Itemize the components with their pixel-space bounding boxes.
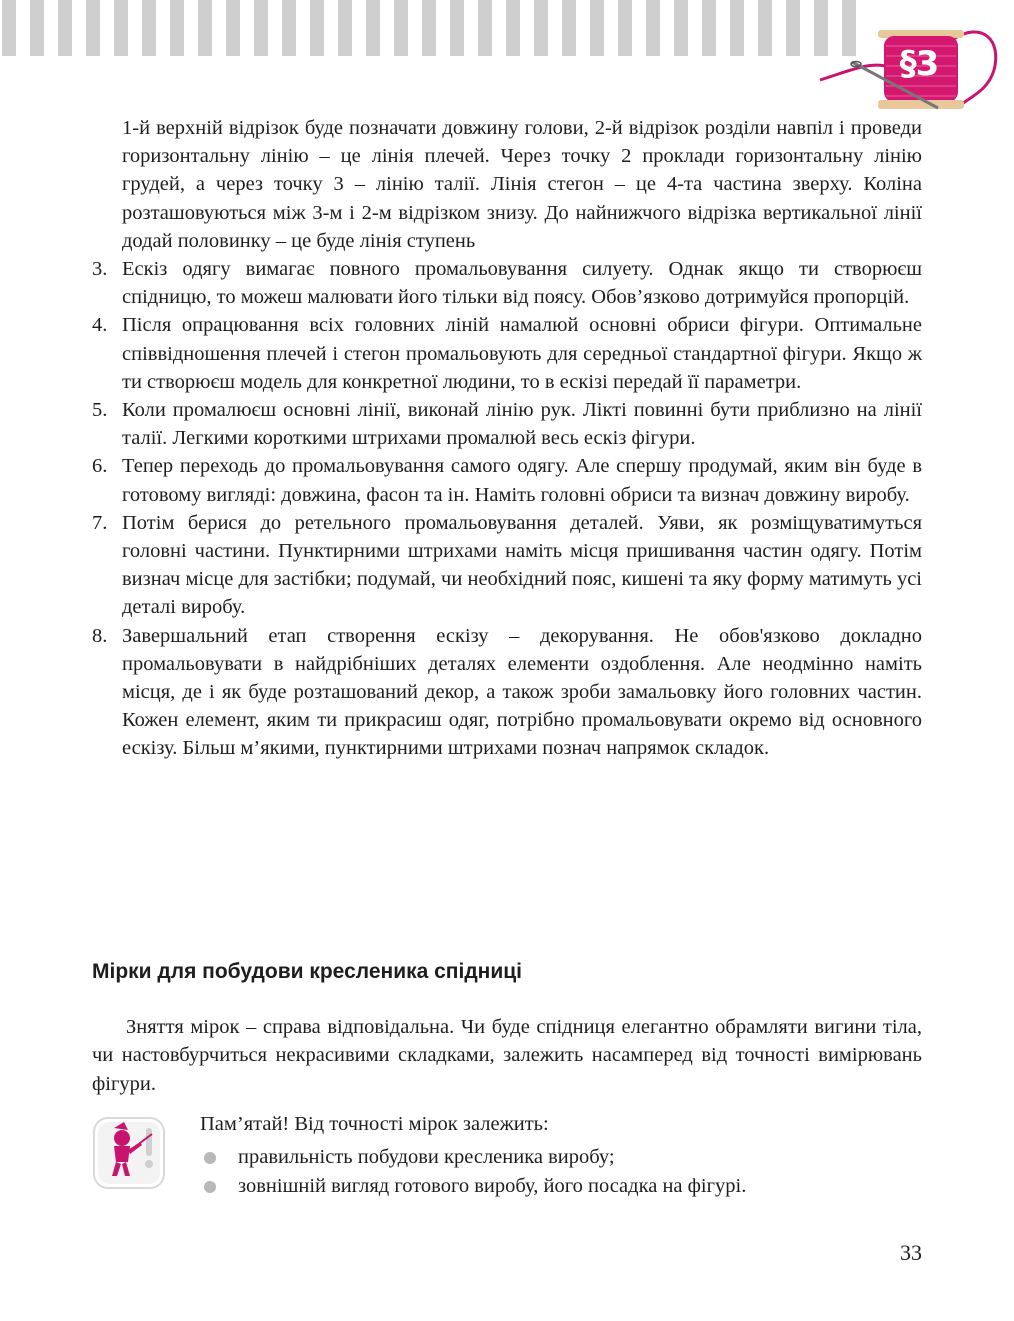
step-text: Коли промалюєш основні лінії, виконай лінію рук. Лікті повинні бути приблизно на лінії талії. Легкими короткими штрихами промалюй весь ескіз фігури. — [122, 399, 922, 450]
bullet-text: зовнішній вигляд готового виробу, його посадка на фігурі. — [238, 1175, 747, 1197]
step-text: Після опрацювання всіх головних ліній намалюй основні обриси фігури. Оптимальне співвідношення плечей і стегон промальовують для середньої стандартної фігури. Якщо ж ти створюєш модель для конкретної людини, то в ескізі передай її параметри. — [122, 314, 922, 393]
instructions-block — [92, 114, 922, 763]
list-item — [92, 311, 922, 396]
step-number: 6. — [92, 455, 108, 478]
remember-icon — [92, 1116, 166, 1190]
list-item — [92, 452, 922, 508]
step-text: Ескіз одягу вимагає повного промальовування силуету. Однак якщо ти створюєш спідницю, то можеш малювати його тільки від поясу. Обов’язково дотримуйся пропорцій. — [122, 258, 922, 309]
section-badge: §3 — [899, 44, 939, 84]
list-item — [200, 1172, 920, 1201]
list-item — [92, 396, 922, 452]
list-item — [92, 622, 922, 763]
remember-title: Пам’ятай! Від точності мірок залежить: — [200, 1113, 549, 1135]
section-heading: Мірки для побудови кресленика спідниці — [92, 960, 522, 983]
intro-paragraph: 1-й верхній відрізок буде позначати довжину голови, 2-й відрізок розділи навпіл і проведи горизонтальну лінію – це лінія плечей. Через точку 2 проклади горизонтальну лінію грудей, а через точку 3 – лінію талії. Лінія стегон – це 4-та частина зверху. Коліна розташовуються між 3-м і 2-м відрізком знизу. До найнижчого відрізка вертикальної лінії додай половинку – це буде лінія ступень — [122, 117, 922, 252]
remember-box — [200, 1110, 920, 1201]
step-number: 3. — [92, 258, 108, 281]
step-number: 5. — [92, 399, 108, 422]
page-number: 33 — [900, 1240, 922, 1265]
bullet-icon — [204, 1181, 216, 1193]
step-number: 7. — [92, 511, 108, 534]
step-number: 4. — [92, 314, 108, 337]
list-item — [92, 255, 922, 311]
list-item — [200, 1143, 920, 1172]
step-text: Завершальний етап створення ескізу – декорування. Не обов'язково докладно промальовувати в найдрібніших деталях елементи оздоблення. Але неодмінно наміть місця, де і як буде розташований декор, а також зроби замальовку його головних частин. Кожен елемент, яким ти прикрасиш одяг, потрібно промальовувати окремо від основного ескізу. Більш м’якими, пунктирними штрихами познач напрямок складок. — [122, 624, 922, 760]
bullet-icon — [204, 1152, 216, 1164]
step-text: Тепер переходь до промальовування самого одягу. Але спершу продумай, яким він буде в готовому вигляді: довжина, фасон та ін. Наміть головні обриси та визнач довжину виробу. — [122, 455, 922, 506]
section-paragraph: Зняття мірок – справа відповідальна. Чи буде спідниця елегантно обрамляти вигини тіла, чи настовбурчиться некрасивими складками, залежить насамперед від точності вимірювань фігури. — [92, 1016, 922, 1095]
remember-list — [200, 1143, 920, 1201]
step-text: Потім берися до ретельного промальовування деталей. Уяви, як розміщуватимуться головні частини. Пунктирними штрихами наміть місця пришивання частин одягу. Потім визнач місце для застібки; подумай, чи необхідний пояс, кишені та яку форму матимуть усі деталі виробу. — [122, 511, 922, 619]
list-item — [92, 509, 922, 622]
steps-list — [92, 255, 922, 763]
step-number: 8. — [92, 624, 108, 647]
bullet-text: правильність побудови кресленика виробу; — [238, 1146, 615, 1168]
